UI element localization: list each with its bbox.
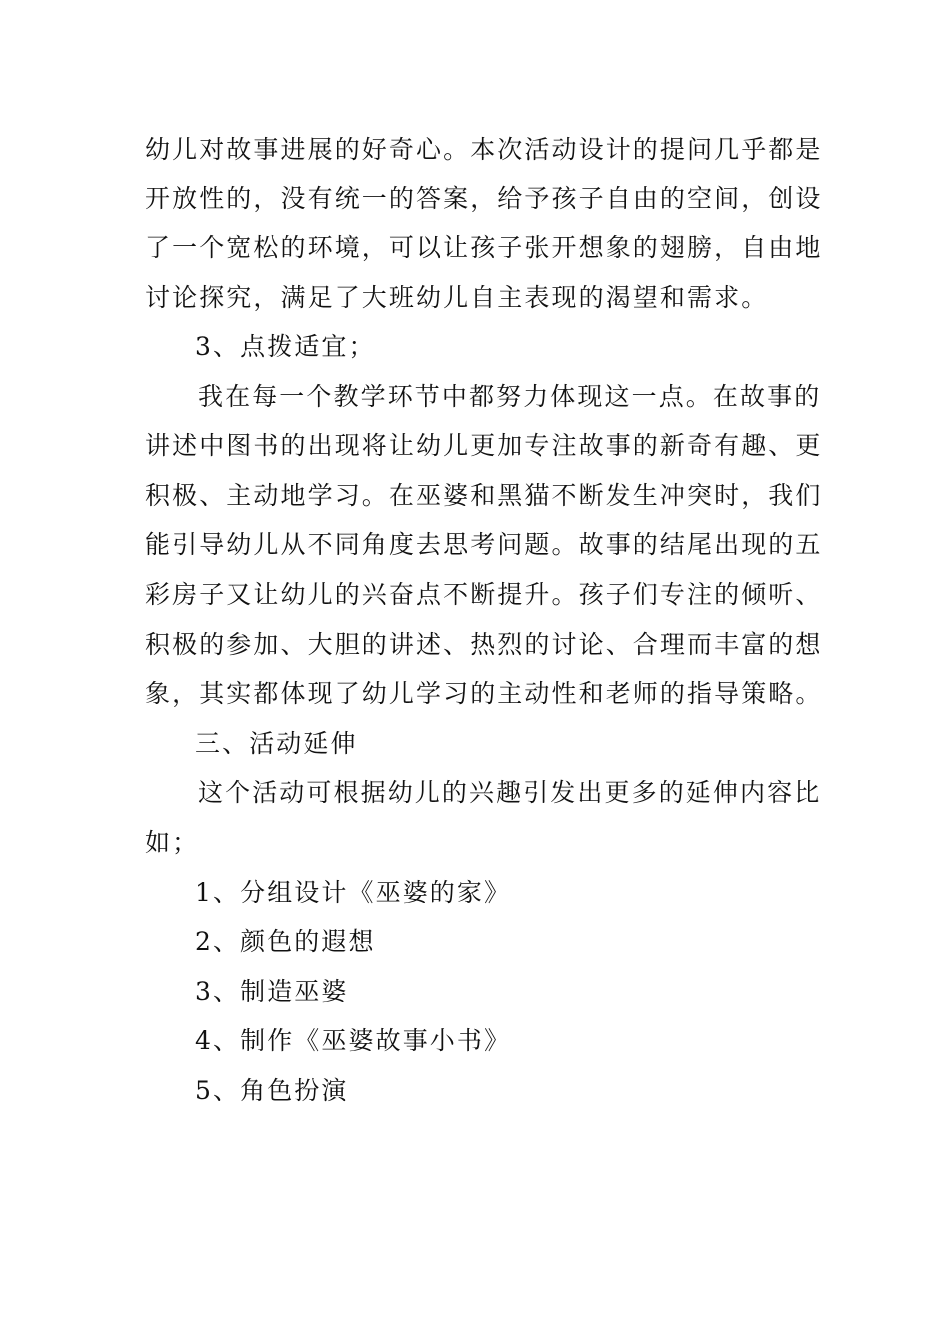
paragraph-line: 讨论探究，满足了大班幼儿自主表现的渴望和需求。: [145, 283, 769, 312]
paragraph-line: 了一个宽松的环境，可以让孩子张开想象的翅膀，自由地: [145, 233, 823, 262]
paragraph-line: 开放性的，没有统一的答案，给予孩子自由的空间，创设: [145, 184, 823, 213]
paragraph-line: 这个活动可根据幼儿的兴趣引发出更多的延伸内容比: [198, 778, 822, 807]
paragraph-line: 象，其实都体现了幼儿学习的主动性和老师的指导策略。: [145, 679, 823, 708]
list-item: 1、分组设计《巫婆的家》: [195, 878, 512, 907]
list-item: 2、颜色的遐想: [195, 927, 376, 956]
section-heading: 三、活动延伸: [195, 729, 358, 758]
paragraph-line: 如；: [145, 828, 200, 857]
list-item: 3、制造巫婆: [195, 977, 349, 1006]
paragraph-line: 讲述中图书的出现将让幼儿更加专注故事的新奇有趣、更: [145, 431, 823, 460]
list-item: 5、角色扮演: [195, 1076, 349, 1105]
subheading-point-3: 3、点拨适宜；: [195, 332, 376, 361]
paragraph-line: 幼儿对故事进展的好奇心。本次活动设计的提问几乎都是: [145, 135, 823, 164]
paragraph-line: 积极的参加、大胆的讲述、热烈的讨论、合理而丰富的想: [145, 630, 823, 659]
paragraph-line: 彩房子又让幼儿的兴奋点不断提升。孩子们专注的倾听、: [145, 580, 823, 609]
paragraph-line: 能引导幼儿从不同角度去思考问题。故事的结尾出现的五: [145, 530, 823, 559]
paragraph-line: 积极、主动地学习。在巫婆和黑猫不断发生冲突时，我们: [145, 481, 823, 510]
list-item: 4、制作《巫婆故事小书》: [195, 1026, 512, 1055]
paragraph-line: 我在每一个教学环节中都努力体现这一点。在故事的: [198, 382, 822, 411]
